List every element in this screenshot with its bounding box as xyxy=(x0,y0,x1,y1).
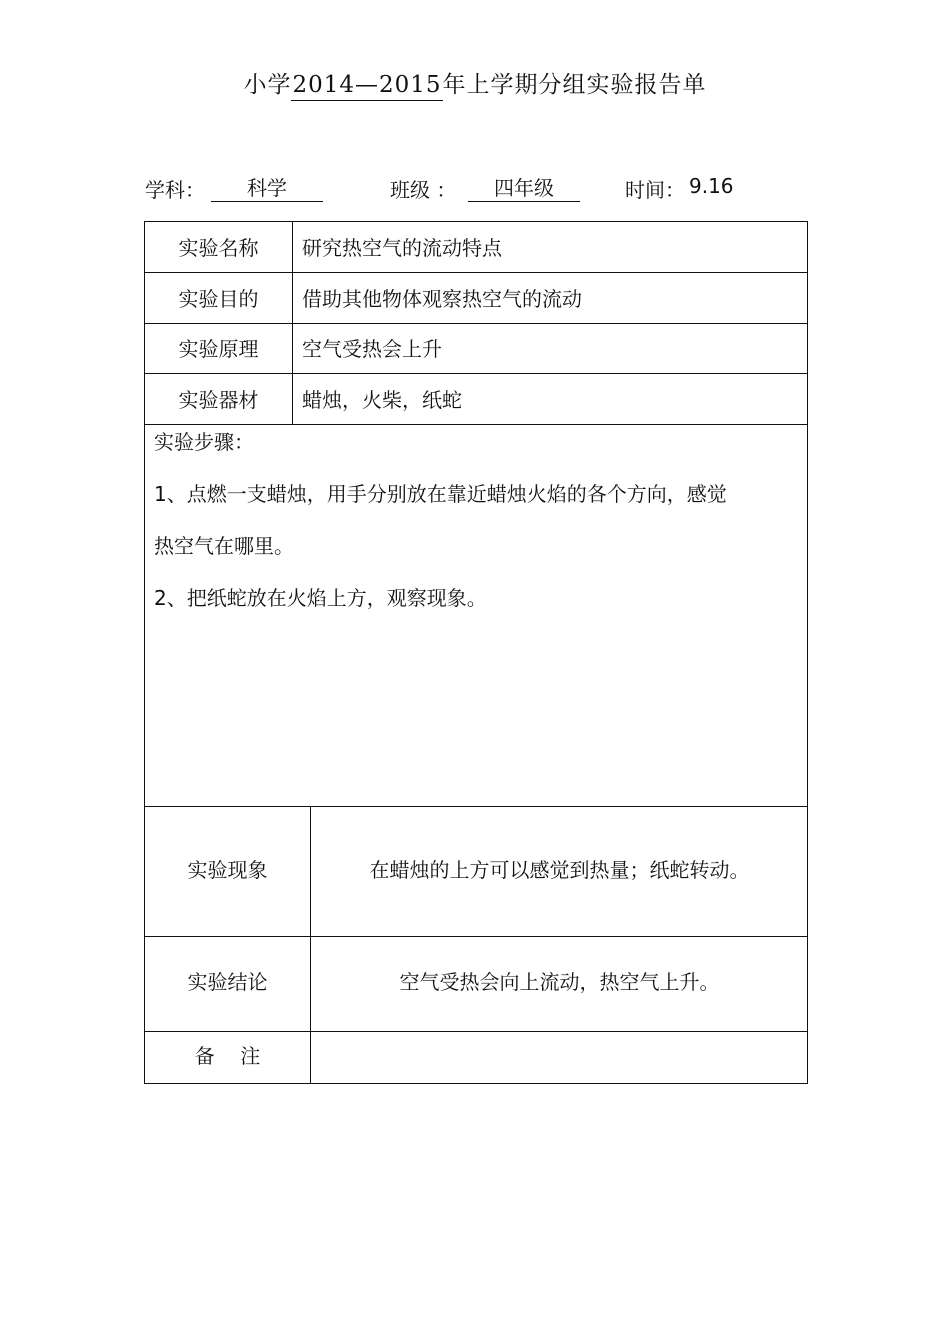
row-divider xyxy=(145,936,807,937)
page-title xyxy=(0,66,950,101)
conclusion-value: 空气受热会向上流动，热空气上升。 xyxy=(399,970,720,994)
row-divider xyxy=(145,323,807,324)
row-divider xyxy=(145,806,807,807)
time-value: 9.16 xyxy=(689,174,734,198)
row-divider xyxy=(145,272,807,273)
steps-section xyxy=(154,428,799,636)
step-line: 2、把纸蛇放在火焰上方，观察现象。 xyxy=(154,586,487,610)
title-suffix: 年上学期分组实验报告单 xyxy=(442,72,707,98)
row-divider xyxy=(145,373,807,374)
report-table xyxy=(144,221,808,1084)
conclusion-label: 实验结论 xyxy=(187,970,268,994)
row-value-purpose: 借助其他物体观察热空气的流动 xyxy=(302,287,582,311)
row-value-principle: 空气受热会上升 xyxy=(302,337,442,361)
title-prefix: 小学 xyxy=(243,72,292,98)
column-divider xyxy=(310,806,311,1084)
row-value-equipment: 蜡烛，火柴，纸蛇 xyxy=(302,388,462,412)
subject-label: 学科： xyxy=(145,178,205,202)
subject-field xyxy=(211,172,323,202)
report-meta xyxy=(145,172,808,204)
class-value: 四年级 xyxy=(494,176,554,200)
row-label-purpose: 实验目的 xyxy=(178,287,259,311)
row-value-name: 研究热空气的流动特点 xyxy=(302,236,502,260)
row-divider xyxy=(145,424,807,425)
observation-value: 在蜡烛的上方可以感觉到热量；纸蛇转动。 xyxy=(369,858,750,882)
row-label-equipment: 实验器材 xyxy=(178,388,259,412)
row-label-principle: 实验原理 xyxy=(178,337,259,361)
class-field xyxy=(468,172,580,202)
column-divider xyxy=(292,222,293,424)
row-label-name: 实验名称 xyxy=(178,236,259,260)
time-label: 时间： xyxy=(625,178,685,202)
title-years: 2014—2015 xyxy=(291,70,442,101)
steps-heading: 实验步骤： xyxy=(154,430,254,454)
remarks-label: 备 注 xyxy=(194,1044,261,1068)
observation-label: 实验现象 xyxy=(187,858,268,882)
step-line: 热空气在哪里。 xyxy=(154,534,294,558)
subject-value: 科学 xyxy=(247,176,287,200)
class-label: 班级 ： xyxy=(390,178,457,202)
step-line: 1、点燃一支蜡烛，用手分别放在靠近蜡烛火焰的各个方向，感觉 xyxy=(154,482,727,506)
row-divider xyxy=(145,1031,807,1032)
